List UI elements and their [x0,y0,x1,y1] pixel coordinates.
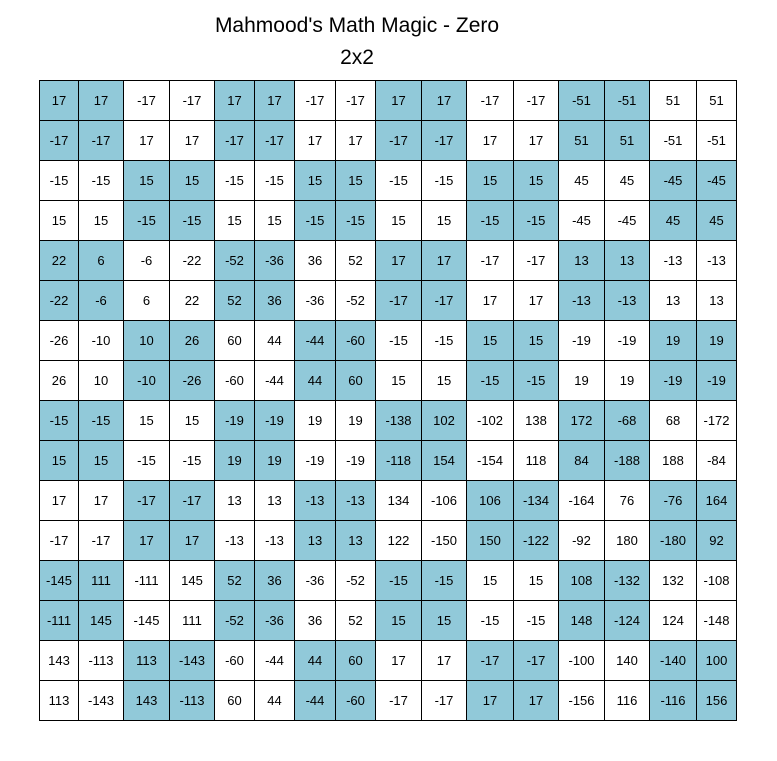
grid-cell: 15 [376,201,422,241]
grid-cell: 60 [336,361,376,401]
grid-cell: -15 [514,201,559,241]
grid-cell: -143 [79,681,124,721]
grid-cell: 92 [697,521,737,561]
grid-body [40,81,737,721]
grid-cell: 19 [650,321,697,361]
grid-cell: 17 [514,281,559,321]
grid-cell: 134 [376,481,422,521]
grid-row [40,321,737,361]
grid-cell: 15 [79,201,124,241]
grid-cell: 17 [255,81,295,121]
grid-cell: 17 [79,81,124,121]
grid-cell: 15 [467,321,514,361]
grid-cell: 15 [376,601,422,641]
grid-cell: -15 [255,161,295,201]
grid-cell: -156 [559,681,605,721]
grid-cell: -17 [422,681,467,721]
grid-cell: 15 [514,321,559,361]
grid-cell: -15 [215,161,255,201]
grid-cell: -15 [79,401,124,441]
grid-cell: -45 [650,161,697,201]
grid-cell: 13 [295,521,336,561]
grid-cell: -140 [650,641,697,681]
grid-cell: -15 [467,201,514,241]
grid-cell: 113 [40,681,79,721]
grid-cell: -36 [255,601,295,641]
grid-cell: -26 [40,321,79,361]
grid-cell: 15 [124,161,170,201]
grid-cell: 15 [422,201,467,241]
grid-cell: -76 [650,481,697,521]
grid-row [40,201,737,241]
grid-cell: -68 [605,401,650,441]
grid-cell: 19 [605,361,650,401]
grid-cell: 68 [650,401,697,441]
grid-cell: 36 [255,561,295,601]
grid-cell: -6 [124,241,170,281]
grid-cell: 180 [605,521,650,561]
grid-cell: -44 [295,321,336,361]
grid-cell: -60 [215,641,255,681]
grid-cell: 13 [559,241,605,281]
grid-cell: 138 [514,401,559,441]
grid-cell: 154 [422,441,467,481]
grid-cell: 13 [650,281,697,321]
grid-cell: 17 [215,81,255,121]
grid-row [40,81,737,121]
grid-cell: -19 [295,441,336,481]
grid-cell: 102 [422,401,467,441]
grid-cell: -148 [697,601,737,641]
grid-cell: -17 [336,81,376,121]
grid-cell: -15 [467,361,514,401]
grid-cell: -15 [422,561,467,601]
grid-cell: -60 [215,361,255,401]
grid-cell: -19 [605,321,650,361]
grid-cell: 19 [697,321,737,361]
grid-cell: -17 [422,281,467,321]
grid-cell: 51 [559,121,605,161]
grid-cell: 145 [79,601,124,641]
grid-cell: 19 [255,441,295,481]
grid-cell: 36 [295,241,336,281]
grid-cell: 51 [697,81,737,121]
grid-cell: -111 [124,561,170,601]
grid-cell: -134 [514,481,559,521]
grid-cell: -154 [467,441,514,481]
grid-cell: -19 [255,401,295,441]
grid-cell: 26 [40,361,79,401]
grid-cell: -15 [336,201,376,241]
grid-cell: 44 [255,321,295,361]
grid-cell: 17 [170,121,215,161]
grid-cell: 17 [514,681,559,721]
grid-cell: -13 [605,281,650,321]
grid-cell: 17 [422,641,467,681]
grid-cell: 45 [605,161,650,201]
grid-cell: 150 [467,521,514,561]
grid-cell: 15 [336,161,376,201]
grid-cell: -15 [467,601,514,641]
grid-cell: -17 [124,81,170,121]
grid-cell: -122 [514,521,559,561]
grid-cell: -60 [336,681,376,721]
grid-cell: -172 [697,401,737,441]
grid-cell: -17 [376,681,422,721]
number-grid [39,80,737,721]
grid-cell: 15 [255,201,295,241]
grid-cell: 15 [467,561,514,601]
grid-cell: -17 [514,641,559,681]
grid-row [40,121,737,161]
grid-cell: 143 [124,681,170,721]
grid-cell: -44 [255,361,295,401]
grid-cell: -15 [40,161,79,201]
grid-row [40,161,737,201]
grid-cell: -15 [124,201,170,241]
grid-cell: -143 [170,641,215,681]
grid-cell: -100 [559,641,605,681]
grid-cell: -17 [467,241,514,281]
grid-cell: -13 [559,281,605,321]
grid-cell: 6 [79,241,124,281]
grid-cell: -6 [79,281,124,321]
grid-cell: 26 [170,321,215,361]
grid-cell: -13 [295,481,336,521]
grid-cell: 19 [336,401,376,441]
grid-cell: -145 [124,601,170,641]
grid-cell: -15 [79,161,124,201]
grid-cell: -102 [467,401,514,441]
grid-cell: -164 [559,481,605,521]
grid-cell: 15 [514,561,559,601]
grid-cell: -52 [215,601,255,641]
grid-cell: 118 [514,441,559,481]
grid-cell: 52 [215,561,255,601]
grid-cell: -19 [559,321,605,361]
grid-cell: 15 [124,401,170,441]
grid-cell: 22 [40,241,79,281]
grid-cell: -22 [40,281,79,321]
grid-cell: -15 [170,201,215,241]
grid-cell: 13 [336,521,376,561]
grid-cell: -17 [514,81,559,121]
grid-cell: -15 [422,321,467,361]
grid-cell: -15 [376,321,422,361]
grid-cell: 156 [697,681,737,721]
grid-cell: -92 [559,521,605,561]
grid-cell: -113 [79,641,124,681]
grid-cell: -10 [79,321,124,361]
grid-cell: -44 [255,641,295,681]
grid-cell: 122 [376,521,422,561]
grid-cell: -26 [170,361,215,401]
grid-cell: 36 [255,281,295,321]
grid-cell: 111 [79,561,124,601]
grid-cell: 17 [170,521,215,561]
grid-cell: -19 [697,361,737,401]
grid-cell: 140 [605,641,650,681]
grid-cell: -45 [559,201,605,241]
grid-cell: 145 [170,561,215,601]
grid-cell: 17 [124,521,170,561]
grid-cell: 172 [559,401,605,441]
grid-cell: 113 [124,641,170,681]
grid-cell: -15 [514,601,559,641]
grid-cell: -17 [40,521,79,561]
grid-cell: -15 [124,441,170,481]
grid-cell: -19 [336,441,376,481]
grid-cell: 17 [295,121,336,161]
grid-cell: -17 [376,281,422,321]
grid-cell: 19 [215,441,255,481]
grid-cell: 17 [376,641,422,681]
grid-cell: 84 [559,441,605,481]
grid-cell: -17 [79,521,124,561]
grid-cell: -108 [697,561,737,601]
grid-row [40,521,737,561]
grid-cell: -36 [295,281,336,321]
grid-cell: -45 [697,161,737,201]
grid-cell: 15 [376,361,422,401]
grid-cell: 15 [295,161,336,201]
grid-cell: 108 [559,561,605,601]
grid-cell: -180 [650,521,697,561]
grid-cell: 106 [467,481,514,521]
grid-cell: -124 [605,601,650,641]
grid-cell: -17 [79,121,124,161]
grid-cell: -13 [650,241,697,281]
grid-cell: 188 [650,441,697,481]
grid-cell: 44 [295,361,336,401]
grid-cell: -15 [422,161,467,201]
grid-row [40,601,737,641]
grid-cell: -17 [40,121,79,161]
grid-cell: -15 [170,441,215,481]
grid-cell: -10 [124,361,170,401]
grid-cell: 143 [40,641,79,681]
grid-cell: -145 [40,561,79,601]
grid-cell: -15 [40,401,79,441]
grid-cell: -52 [215,241,255,281]
page-title: Mahmood's Math Magic - Zero [214,14,500,37]
grid-cell: 19 [559,361,605,401]
grid-cell: 124 [650,601,697,641]
grid-cell: -17 [124,481,170,521]
grid-cell: 15 [170,161,215,201]
grid-cell: 164 [697,481,737,521]
grid-cell: 60 [215,681,255,721]
grid-cell: 17 [40,481,79,521]
grid-cell: 15 [422,601,467,641]
grid-cell: -17 [467,641,514,681]
grid-cell: 17 [422,241,467,281]
grid-cell: 13 [605,241,650,281]
grid-cell: 17 [514,121,559,161]
grid-cell: -60 [336,321,376,361]
grid-row [40,681,737,721]
grid-cell: 15 [40,201,79,241]
grid-cell: 52 [336,601,376,641]
grid-cell: -17 [514,241,559,281]
grid-cell: 60 [336,641,376,681]
grid-cell: 45 [650,201,697,241]
grid-cell: -52 [336,561,376,601]
grid-cell: -13 [255,521,295,561]
grid-cell: 6 [124,281,170,321]
grid-cell: -15 [376,161,422,201]
grid-cell: -116 [650,681,697,721]
grid-cell: 17 [422,81,467,121]
grid-cell: 51 [650,81,697,121]
grid-cell: -52 [336,281,376,321]
grid-cell: 15 [514,161,559,201]
grid-cell: -188 [605,441,650,481]
grid-cell: -17 [255,121,295,161]
page-subtitle: 2x2 [340,46,374,69]
grid-cell: -17 [376,121,422,161]
grid-cell: 100 [697,641,737,681]
grid-cell: 15 [467,161,514,201]
grid-cell: 15 [215,201,255,241]
grid-cell: 132 [650,561,697,601]
grid-cell: -17 [467,81,514,121]
grid-row [40,361,737,401]
grid-cell: -84 [697,441,737,481]
grid-cell: -138 [376,401,422,441]
grid-cell: 111 [170,601,215,641]
grid-cell: -13 [697,241,737,281]
grid-cell: 17 [376,241,422,281]
grid-cell: 17 [376,81,422,121]
grid-row [40,641,737,681]
grid-row [40,481,737,521]
grid-cell: -17 [215,121,255,161]
grid-cell: -36 [255,241,295,281]
grid-cell: 13 [697,281,737,321]
grid-cell: 51 [605,121,650,161]
grid-cell: 22 [170,281,215,321]
grid-cell: -17 [170,81,215,121]
grid-cell: -113 [170,681,215,721]
grid-cell: 60 [215,321,255,361]
grid-cell: 148 [559,601,605,641]
grid-cell: -106 [422,481,467,521]
grid-cell: -51 [605,81,650,121]
grid-cell: -17 [170,481,215,521]
grid-cell: 52 [215,281,255,321]
grid-cell: 19 [295,401,336,441]
grid-cell: 116 [605,681,650,721]
grid-cell: 17 [40,81,79,121]
grid-cell: -19 [215,401,255,441]
grid-cell: 36 [295,601,336,641]
grid-cell: 15 [170,401,215,441]
grid-cell: -17 [422,121,467,161]
grid-row [40,441,737,481]
grid-cell: -118 [376,441,422,481]
grid-cell: 52 [336,241,376,281]
grid-cell: 17 [467,281,514,321]
grid-cell: -15 [514,361,559,401]
grid-cell: -13 [336,481,376,521]
grid-cell: -45 [605,201,650,241]
grid-cell: -51 [650,121,697,161]
grid-cell: -111 [40,601,79,641]
grid-row [40,401,737,441]
grid-cell: -36 [295,561,336,601]
grid-cell: -44 [295,681,336,721]
grid-cell: -19 [650,361,697,401]
grid-cell: 17 [467,681,514,721]
grid-cell: 44 [255,681,295,721]
grid-cell: 17 [124,121,170,161]
grid-cell: -51 [697,121,737,161]
grid-cell: 13 [255,481,295,521]
grid-cell: 17 [467,121,514,161]
grid-cell: 17 [336,121,376,161]
grid-row [40,561,737,601]
grid-cell: -13 [215,521,255,561]
grid-cell: -132 [605,561,650,601]
grid-cell: 15 [422,361,467,401]
grid-cell: -17 [295,81,336,121]
grid-cell: 15 [79,441,124,481]
grid-row [40,281,737,321]
grid-cell: 10 [124,321,170,361]
grid-cell: 45 [697,201,737,241]
grid-cell: 44 [295,641,336,681]
grid-cell: 13 [215,481,255,521]
grid-cell: 10 [79,361,124,401]
grid-cell: -15 [295,201,336,241]
grid-row [40,241,737,281]
grid-cell: -15 [376,561,422,601]
grid-cell: 15 [40,441,79,481]
grid-cell: 17 [79,481,124,521]
grid-cell: -22 [170,241,215,281]
grid-cell: -150 [422,521,467,561]
grid-cell: 45 [559,161,605,201]
grid-cell: -51 [559,81,605,121]
grid-cell: 76 [605,481,650,521]
